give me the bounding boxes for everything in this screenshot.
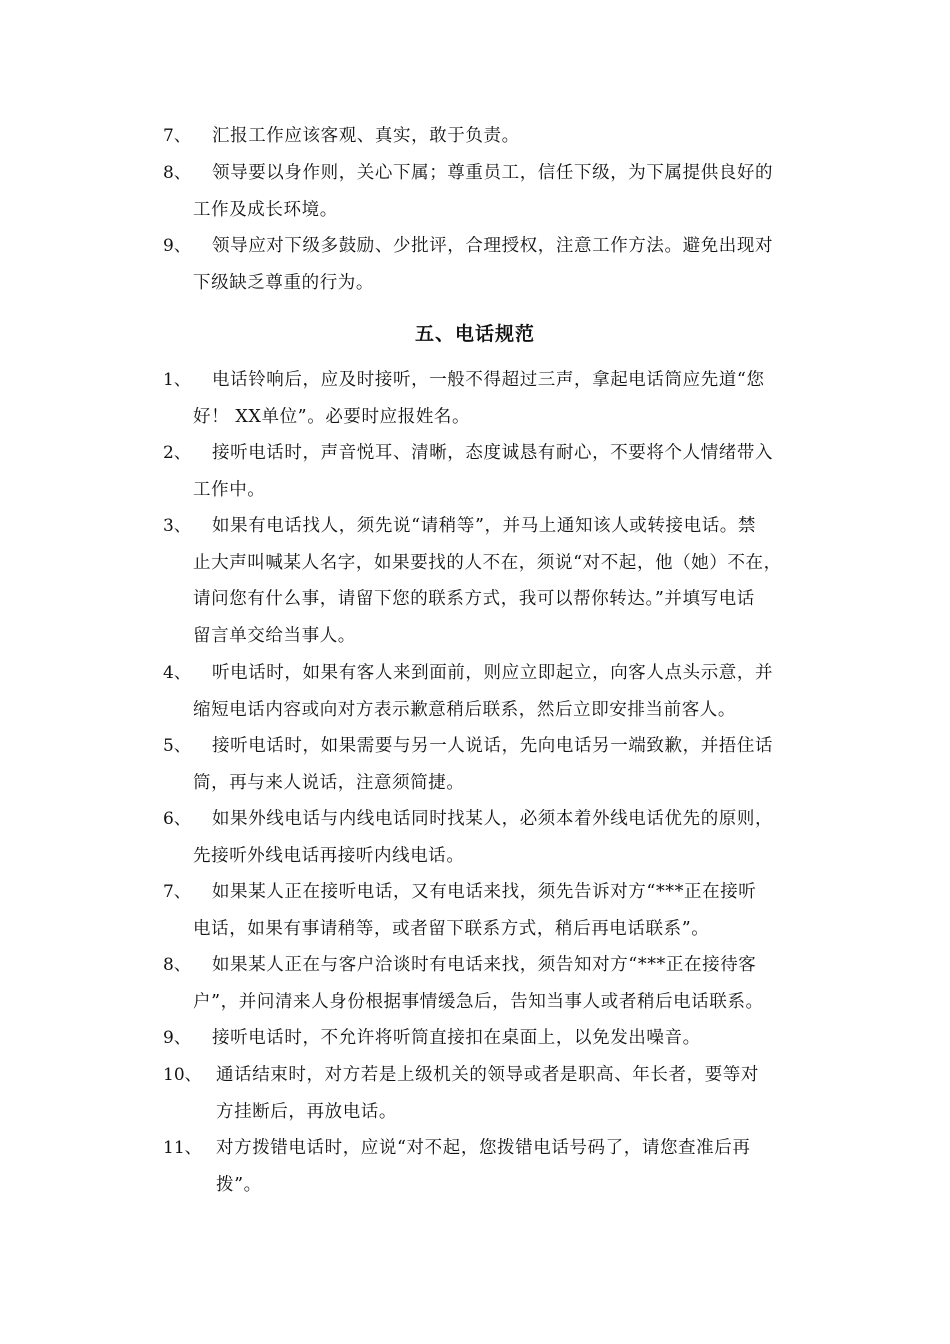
item-number: 7、 xyxy=(163,882,191,902)
item-number: 4、 xyxy=(163,663,191,683)
item-text-line: 接听电话时，不允许将听筒直接扣在桌面上，以免发出噪音。 xyxy=(212,1028,701,1048)
item-text-line: 工作中。 xyxy=(193,479,266,500)
item-text-line: 汇报工作应该客观、真实，敢于负责。 xyxy=(212,126,520,146)
item-number: 1、 xyxy=(163,370,191,390)
item-text-line: 止大声叫喊某人名字，如果要找的人不在，须说“对不起，他（她）不在， xyxy=(193,552,782,573)
section-title: 五、电话规范 xyxy=(414,323,535,345)
item-text-line: 户”，并问清来人身份根据事情缓急后，告知当事人或者稍后电话联系。 xyxy=(193,991,764,1012)
item-text-line: 筒，再与来人说话，注意须简捷。 xyxy=(193,772,465,793)
item-text-line: 如果外线电话与内线电话同时找某人，必须本着外线电话优先的原则， xyxy=(212,809,774,829)
item-text-line: 领导应对下级多鼓励、少批评，合理授权，注意工作方法。避免出现对 xyxy=(212,236,774,256)
item-number: 9、 xyxy=(163,1028,191,1048)
item-text-line: 如果有电话找人，须先说“请稍等”，并马上通知该人或转接电话。禁 xyxy=(212,516,756,536)
item-number: 8、 xyxy=(163,163,191,183)
item-text-line: 如果某人正在与客户洽谈时有电话来找，须告知对方“***正在接待客 xyxy=(212,955,757,975)
item-text-line: 下级缺乏尊重的行为。 xyxy=(193,272,374,293)
item-text-line: 好！ XX单位”。必要时应报姓名。 xyxy=(193,406,471,427)
item-number: 10、 xyxy=(163,1065,202,1085)
item-text-line: 工作及成长环境。 xyxy=(193,199,338,220)
item-text-line: 如果某人正在接听电话，又有电话来找，须先告诉对方“***正在接听 xyxy=(212,882,757,902)
item-text-line: 电话，如果有事请稍等，或者留下联系方式，稍后再电话联系”。 xyxy=(193,918,710,939)
item-number: 6、 xyxy=(163,809,191,829)
item-text-line: 方挂断后，再放电话。 xyxy=(216,1101,397,1122)
item-text-line: 电话铃响后，应及时接听，一般不得超过三声，拿起电话筒应先道“您 xyxy=(212,370,765,390)
item-text-line: 领导要以身作则，关心下属；尊重员工，信任下级，为下属提供良好的 xyxy=(212,163,774,183)
item-text-line: 请问您有什么事，请留下您的联系方式，我可以帮你转达。”并填写电话 xyxy=(193,589,755,610)
item-number: 3、 xyxy=(163,516,191,536)
item-number: 9、 xyxy=(163,236,191,256)
item-text-line: 接听电话时，声音悦耳、清晰，态度诚恳有耐心，不要将个人情绪带入 xyxy=(212,443,774,463)
item-text-line: 留言单交给当事人。 xyxy=(193,625,356,646)
item-text-line: 拨”。 xyxy=(216,1174,262,1195)
item-text-line: 先接听外线电话再接听内线电话。 xyxy=(193,845,465,866)
item-text-line: 缩短电话内容或向对方表示歉意稍后联系，然后立即安排当前客人。 xyxy=(193,699,736,720)
item-text-line: 对方拨错电话时，应说“对不起，您拨错电话号码了，请您查准后再 xyxy=(216,1138,751,1158)
item-number: 5、 xyxy=(163,736,191,756)
item-number: 7、 xyxy=(163,126,191,146)
item-text-line: 通话结束时，对方若是上级机关的领导或者是职高、年长者，要等对 xyxy=(216,1065,759,1085)
item-number: 11、 xyxy=(163,1138,202,1158)
item-number: 8、 xyxy=(163,955,191,975)
item-text-line: 听电话时，如果有客人来到面前，则应立即起立，向客人点头示意，并 xyxy=(212,663,774,683)
item-text-line: 接听电话时，如果需要与另一人说话，先向电话另一端致歉，并捂住话 xyxy=(212,736,774,756)
item-number: 2、 xyxy=(163,443,191,463)
